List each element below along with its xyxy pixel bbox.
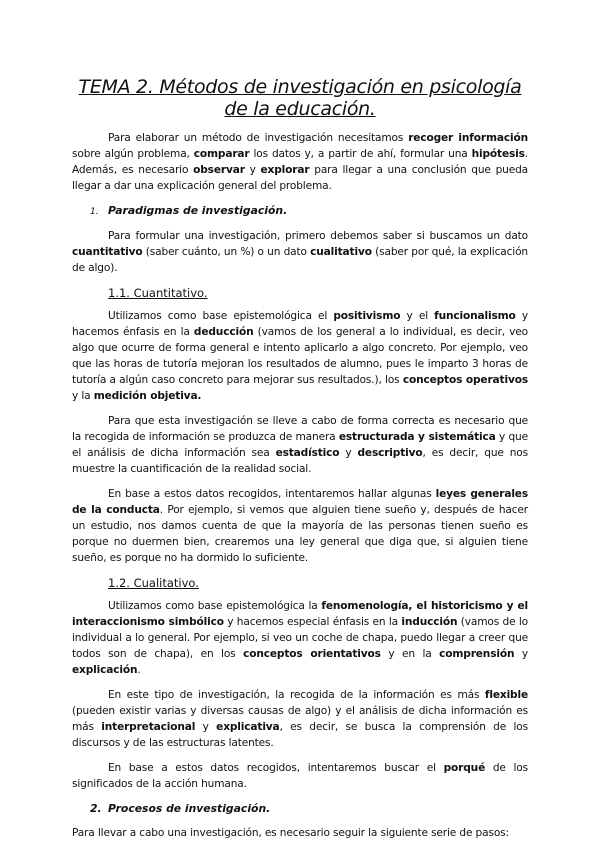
bold-text: cuantitativo	[72, 246, 143, 258]
text-run: y	[514, 648, 528, 660]
bold-text: explorar	[260, 164, 310, 176]
text-run: (saber cuánto, un %) o un dato	[142, 246, 311, 258]
text-run: , es decir, se busca la comprensión de los discursos y de las estructuras latentes.	[72, 721, 528, 749]
text-run: Utilizamos como base epistemológica el	[108, 310, 334, 322]
section-heading-text: Paradigmas de investigación.	[108, 204, 288, 217]
text-run: Para que esta investigación se lleve a cabo de forma correcta es necesario que la recogida de información se produzca de manera	[72, 415, 528, 443]
text-run: . Además, es necesario	[72, 148, 528, 176]
text-run: y hacemos énfasis en la	[72, 310, 528, 338]
bold-text: explicación	[72, 664, 138, 676]
text-run: los datos y, a partir de ahí, formular una	[249, 148, 472, 160]
bold-text: estructurada y sistemática	[338, 431, 496, 443]
bold-text: positivismo	[333, 310, 401, 322]
bold-text: observar	[193, 164, 245, 176]
paragraph	[72, 130, 528, 194]
bold-text: flexible	[484, 689, 528, 701]
section-heading	[90, 801, 528, 817]
bold-text: medición objetiva.	[93, 390, 202, 402]
text-run: . Por ejemplo, si vemos que alguien tiene sueño y, después de hacer un estudio, nos damos cuenta de que la mayoría de las personas tienen sueño es porque no duermen bien, crearemos una ley general que diga que, si alguien tiene sueño, es porque no ha dormido lo suficiente.	[72, 504, 528, 564]
text-run: y que el análisis de dicha información sea	[72, 431, 528, 459]
text-run: y	[195, 721, 217, 733]
bold-text: deducción	[193, 326, 254, 338]
bold-text: recoger información	[408, 132, 528, 144]
text-run: y	[244, 164, 261, 176]
bold-text: cualitativo	[310, 246, 372, 258]
text-run: En base a estos datos recogidos, intentaremos buscar el	[108, 762, 444, 774]
text-run: Para formular una investigación, primero debemos saber si buscamos un dato	[108, 230, 528, 242]
bold-text: descriptivo	[357, 447, 423, 459]
text-run: y la	[72, 390, 94, 402]
text-run: Para llevar a cabo una investigación, es necesario seguir la siguiente serie de pasos:	[72, 827, 509, 839]
bold-text: inducción	[401, 616, 458, 628]
section-number: 2.	[90, 802, 102, 815]
text-run: .	[137, 664, 141, 676]
paragraph	[72, 228, 528, 276]
text-run: de los significados de la acción humana.	[72, 762, 528, 790]
text-run: Para elaborar un método de investigación necesitamos	[108, 132, 409, 144]
bold-text: porqué	[443, 762, 486, 774]
text-run: para llegar a una conclusión que pueda llegar a dar una explicación general del problema.	[72, 164, 529, 192]
text-run: y	[339, 447, 358, 459]
document-page	[72, 76, 528, 850]
paragraph	[72, 825, 528, 841]
subsection-heading: 1.1. Cuantitativo.	[108, 286, 208, 300]
bold-text: explicativa	[216, 721, 280, 733]
text-run: y hacemos especial énfasis en la	[223, 616, 402, 628]
section-number: 1.	[90, 207, 99, 217]
paragraph	[72, 413, 528, 477]
section-heading-text: Procesos de investigación.	[108, 802, 271, 815]
text-run: y el	[400, 310, 435, 322]
paragraph	[72, 760, 528, 792]
bold-text: comparar	[193, 148, 250, 160]
text-run: En base a estos datos recogidos, intentaremos hallar algunas	[108, 488, 436, 500]
bold-text: estadístico	[275, 447, 340, 459]
text-run: En este tipo de investigación, la recogida de la información es más	[108, 689, 485, 701]
bold-text: funcionalismo	[434, 310, 516, 322]
text-run: (vamos de lo individual a lo general. Por ejemplo, si veo un coche de chapa, puedo llegar a creer que todos son de chapa), en los	[72, 616, 528, 660]
bold-text: conceptos orientativos	[243, 648, 381, 660]
paragraph	[72, 486, 528, 566]
subsection-heading: 1.2. Cualitativo.	[108, 576, 199, 590]
text-run: y en la	[380, 648, 440, 660]
paragraph	[72, 308, 528, 404]
text-run: sobre algún problema,	[72, 148, 194, 160]
text-run: (vamos de los general a lo individual, es decir, veo algo que ocurre de forma general e intento aplicarlo a algo concreto. Por ejemplo, veo que las horas de tutoría mejoran los resultados de alumno, pues le imparto 3 horas de tutoría a algún caso concreto para mejorar sus resultados.), los	[72, 326, 529, 386]
bold-text: conceptos operativos	[402, 374, 528, 386]
text-run: , es decir, que nos muestre la cuantificación de la realidad social.	[72, 447, 529, 475]
text-run: (saber por qué, la explicación de algo).	[72, 246, 528, 274]
bold-text: comprensión	[439, 648, 515, 660]
text-run: Utilizamos como base epistemológica la	[108, 600, 322, 612]
section-heading	[90, 203, 528, 220]
text-run: (pueden existir varias y diversas causas de algo) y el análisis de dicha información es más	[72, 705, 528, 733]
paragraph	[72, 598, 528, 678]
bold-text: hipótesis	[471, 148, 525, 160]
bold-text: leyes generales de la conducta	[72, 488, 528, 516]
document-title: TEMA 2. Métodos de investigación en psicología de la educación.	[78, 76, 522, 120]
document-body	[72, 130, 528, 841]
bold-text: fenomenología, el historicismo y el interaccionismo simbólico	[72, 600, 528, 628]
bold-text: interpretacional	[101, 721, 196, 733]
paragraph	[72, 687, 528, 751]
